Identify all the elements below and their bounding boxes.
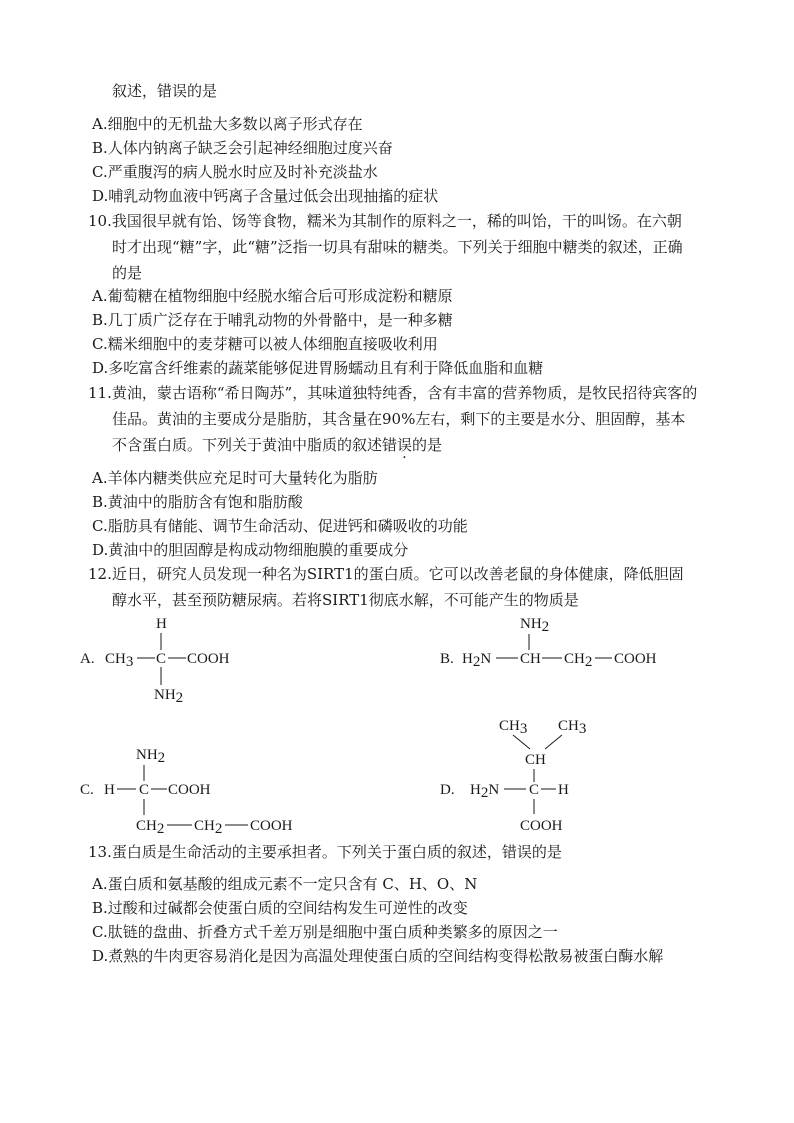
q13-option-a: A.蛋白质和氨基酸的组成元素不一定只含有 C、H、O、N xyxy=(92,875,478,893)
q13-option-c: C.肽链的盘曲、折叠方式千差万别是细胞中蛋白质种类繁多的原因之一 xyxy=(92,923,558,941)
q9-option-b: B.人体内钠离子缺乏会引起神经细胞过度兴奋 xyxy=(92,139,393,157)
q10-option-c: C.糯米细胞中的麦芽糖可以被人体细胞直接吸收利用 xyxy=(92,335,438,353)
structure-c-h: H xyxy=(104,782,115,798)
q10-option-d: D.多吃富含纤维素的蔬菜能够促进胃肠蠕动且有利于降低血脂和血糖 xyxy=(92,359,544,377)
q10-stem-line-3: 的是 xyxy=(112,264,143,282)
emphasis-char: 错 xyxy=(382,436,398,454)
structure-b xyxy=(440,612,680,672)
structure-d-cooh: COOH xyxy=(520,818,563,834)
q11-stem-line-3-tail: 的是 xyxy=(412,436,443,454)
q9-option-c: C.严重腹泻的病人脱水时应及时补充淡盐水 xyxy=(92,163,378,181)
q10-stem-line-2: 时才出现“糖”字，此“糖”泛指一切具有甜味的糖类。下列关于细胞中糖类的叙述，正确 xyxy=(112,238,683,256)
structure-a-label: A. xyxy=(80,651,95,667)
structure-c xyxy=(80,742,320,837)
q12-stem-line-2: 醇水平，甚至预防糖尿病。若将SIRT1彻底水解，不可能产生的物质是 xyxy=(112,591,579,609)
emphasis-char-dotted: 误 xyxy=(397,436,413,454)
structure-d-ch: CH xyxy=(525,752,546,768)
structure-c-cooh: COOH xyxy=(168,782,211,798)
q10-option-a: A.葡萄糖在植物细胞中经脱水缩合后可形成淀粉和糖原 xyxy=(92,287,453,305)
structure-c-ch2-a: CH2 xyxy=(136,818,165,837)
structure-b-ch: CH xyxy=(520,651,541,667)
q9-stem: 叙述，错误的是 xyxy=(112,82,218,100)
structure-a-h: H xyxy=(156,616,167,632)
bond-line xyxy=(513,735,530,749)
structure-a-c: C xyxy=(156,651,167,667)
structure-c-nh2: NH2 xyxy=(136,747,166,766)
q11-stem-line-3-text: 不含蛋白质。下列关于黄油中脂质的叙述 xyxy=(112,436,383,454)
q11-option-b: B.黄油中的脂肪含有饱和脂肪酸 xyxy=(92,493,303,511)
q12-stem-line-1: 12.近日，研究人员发现一种名为SIRT1的蛋白质。它可以改善老鼠的身体健康，降低胆固 xyxy=(88,565,684,583)
structure-b-nh2: NH2 xyxy=(520,616,550,635)
bond-line xyxy=(545,735,562,749)
structure-a xyxy=(80,610,280,706)
q11-stem-line-1: 11.黄油，蒙古语称“希日陶苏”，其味道独特纯香，含有丰富的营养物质，是牧民招待宾客的 xyxy=(88,384,698,402)
structure-d-ch3-left: CH3 xyxy=(499,718,528,737)
structure-d-c: C xyxy=(529,782,540,798)
q10-stem-line-1: 10.我国很早就有饴、饧等食物，糯米为其制作的原料之一，稀的叫饴，干的叫饧。在六朝 xyxy=(88,212,682,230)
structure-d-label: D. xyxy=(440,782,455,798)
structure-b-cooh: COOH xyxy=(614,651,657,667)
structure-b-label: B. xyxy=(440,651,454,667)
structure-d xyxy=(440,712,640,837)
structure-d-ch3-right: CH3 xyxy=(558,718,587,737)
q10-option-b: B.几丁质广泛存在于哺乳动物的外骨骼中，是一种多糖 xyxy=(92,311,453,329)
structure-b-h2n: H2N xyxy=(462,651,492,670)
q13-option-b: B.过酸和过碱都会使蛋白质的空间结构发生可逆性的改变 xyxy=(92,899,468,917)
q9-option-a: A.细胞中的无机盐大多数以离子形式存在 xyxy=(92,115,363,133)
structure-d-h2n: H2N xyxy=(470,782,500,801)
q13-option-d: D.煮熟的牛肉更容易消化是因为高温处理使蛋白质的空间结构变得松散易被蛋白酶水解 xyxy=(92,947,664,965)
structure-d-h: H xyxy=(558,782,569,798)
q11-stem-line-3 xyxy=(112,434,442,456)
structure-c-ch2-b: CH2 xyxy=(194,818,223,837)
structure-a-cooh: COOH xyxy=(187,651,230,667)
structure-b-ch2: CH2 xyxy=(564,651,593,670)
structure-a-nh2: NH2 xyxy=(154,687,184,706)
structure-c-c: C xyxy=(139,782,150,798)
q11-option-d: D.黄油中的胆固醇是构成动物细胞膜的重要成分 xyxy=(92,541,409,559)
q11-option-c: C.脂肪具有储能、调节生命活动、促进钙和磷吸收的功能 xyxy=(92,517,468,535)
q13-stem: 13.蛋白质是生命活动的主要承担者。下列关于蛋白质的叙述，错误的是 xyxy=(88,843,562,861)
structure-c-label: C. xyxy=(80,782,94,798)
q11-option-a: A.羊体内糖类供应充足时可大量转化为脂肪 xyxy=(92,469,378,487)
structure-a-ch3: CH3 xyxy=(105,651,134,670)
q11-stem-line-2: 佳品。黄油的主要成分是脂肪，其含量在90%左右，剩下的主要是水分、胆固醇，基本 xyxy=(112,410,686,428)
q9-option-d: D.哺乳动物血液中钙离子含量过低会出现抽搐的症状 xyxy=(92,187,439,205)
structure-c-cooh-2: COOH xyxy=(250,818,293,834)
